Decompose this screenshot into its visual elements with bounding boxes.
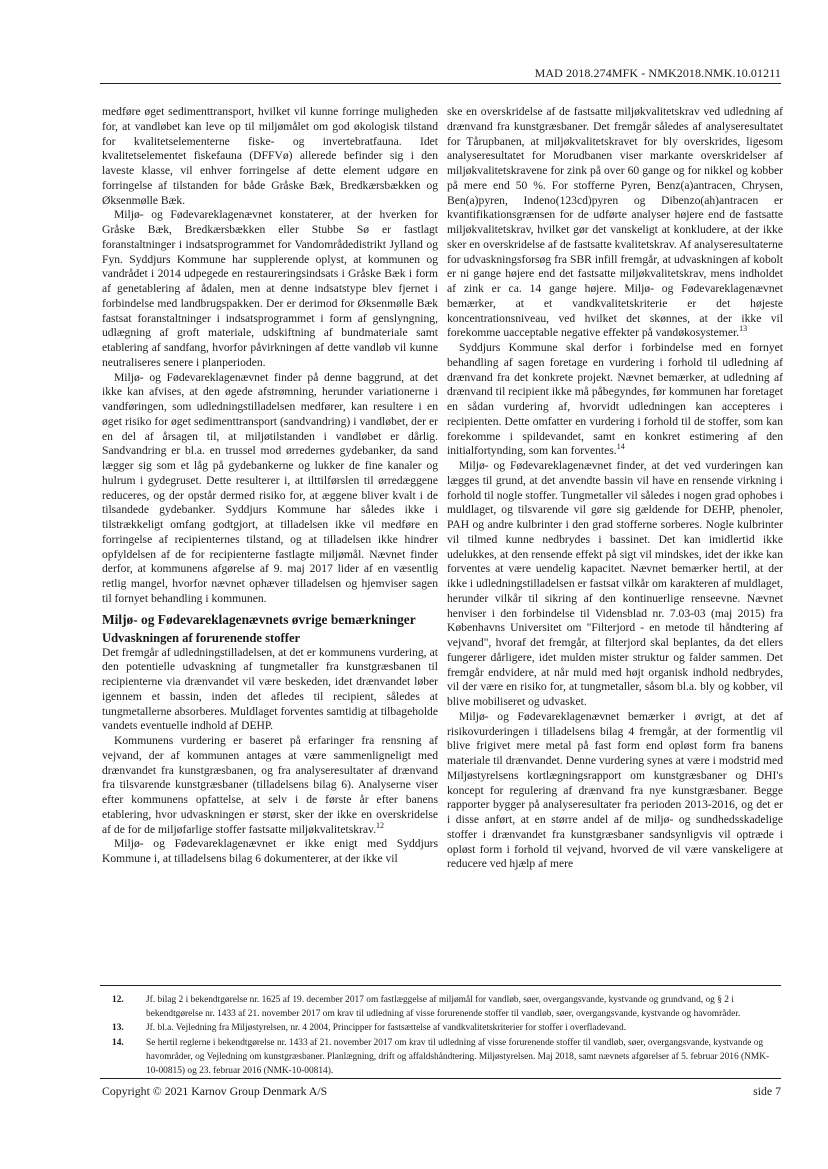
- section-heading: Miljø- og Fødevareklagenævnets øvrige bemærkninger: [102, 611, 416, 627]
- left-column: [102, 105, 438, 867]
- paragraph: medføre øget sedimenttransport, hvilket vil kunne forringe muligheden for, at vandløbet kan leve op til miljømålet om god økologisk tilstand for kvalitetselementerne fiske- og invertebratfauna. Idet kvalitetselementet fiskefauna (DFFVø) allerede befinder sig i den laveste klasse, vil enhver forringelse af dette element udgøre en forringelse af tilstanden for både Gråske Bæk, Bredkærsbækken og Øksenmølle Bæk.: [102, 105, 438, 207]
- paragraph-text: Syddjurs Kommune skal derfor i forbindelse med en fornyet behandling af sagen foretage en vurdering i forhold til udledning af drænvand fra det konkrete projekt. Nævnet bemærker, at udledning af drænvand til recipient ikke må påbegyndes, før kommunen har foretaget en sådan vurdering af, hvorvidt udledningen kan accepteres i recipienten. Dette omfatter en vurdering i forhold til de stoffer, som kan forekomme i spildevandet, samt en konkret estimering af den initialfortynding, som kan forventes.: [447, 341, 783, 458]
- page-number: side 7: [753, 1084, 781, 1098]
- footnote-ref[interactable]: 13: [739, 324, 748, 334]
- paragraph: Det fremgår af udledningstilladelsen, at det er kommunens vurdering, at den potentielle udvaskning af tungmetaller fra kunstgræsbanen til recipienterne via drænvandet vil være beskeden, idet drænvandet løber igennem et bassin, inden det afledes til recipient, således at tungmetallerne absorberes. Muldlaget forventes samtidig at tilbageholde vandets eventuelle indhold af DEHP.: [102, 645, 438, 733]
- footnote: [100, 1021, 778, 1035]
- paragraph: [447, 105, 783, 341]
- paragraph-text: Kommunens vurdering er baseret på erfaringer fra rensning af vejvand, der af kommunen antages at være sammenligneligt med drænvandet fra kunstgræsbanen, og fra analyseresultater af drænvand fra tilsvarende kunstgræsbaner (tilladelsens bilag 6). Analyserne viser efter kommunens opfattelse, at selv i de første år efter banens etablering, hvor udvaskningen er størst, sker der ikke en overskridelse af de for de miljøfarlige stoffer fastsatte miljøkvalitetskrav.: [102, 734, 438, 836]
- footnote-number: 13.: [112, 1023, 124, 1034]
- paragraph: [102, 734, 438, 837]
- footnote: [100, 993, 778, 1021]
- paragraph-text: ske en overskridelse af de fastsatte miljøkvalitetskrav ved udledning af drænvand fra kunstgræsbaner. Det fremgår således af analyseresultatet for Tårupbanen, at miljøkvalitetskravet for bly overskrides, ligesom analyseresultatet for Morudbanen viser markante overskridelser af miljøkvalitetskravene for zink på over 60 gange og for nikkel og kobber på mere end 50 %. For stofferne Pyren, Benz(a)antracen, Chrysen, Ben(a)pyren, Indeno(123cd)pyren og Dibenzo(ah)antracen er kvantifikationsgrænsen for de udførte analyser højere end de fastsatte miljøkvalitetskrav, hvilket gør det vanskeligt at konkludere, at der ikke sker en overskridelse af de fastsatte kvalitetskrav. Af analyseresultaterne for udvaskningsforsøg fra SBR infill fremgår, at udvaskningen af kobolt er ni gange højere end det fastsatte miljøkvalitetskrav, mens indholdet af zink er ca. 14 gange højere. Miljø- og Fødevareklagenævnet bemærker, at et vandkvalitetskriterie er det højeste koncentrationsniveau, ved hvilket det skønnes, at der ikke vil forekomme uacceptable negative effekter på vandøkosystemer.: [447, 105, 783, 340]
- document-id-header: MAD 2018.274MFK - NMK2018.NMK.10.01211: [534, 66, 781, 80]
- footnote-number: 14.: [112, 1037, 124, 1048]
- footnote-text: Se hertil reglerne i bekendtgørelse nr. 1433 af 21. november 2017 om krav til udledning af visse forurenende stoffer til vandløb, søer, overgangsvande, kystvande og havområder, og Vejledning om kunstgræsbaner. Planlægning, drift og affaldshåndtering. Miljøstyrelsen. Maj 2018, samt nævnets afgørelser af 5. februar 2016 (NMK-10-00815) og 23. februar 2016 (NMK-10-00814).: [146, 1037, 770, 1077]
- footnote: [100, 1036, 778, 1079]
- paragraph: Miljø- og Fødevareklagenævnet finder på denne baggrund, at det ikke kan afvises, at den øgede afstrømning, herunder variationerne i vandføringen, som udledningstilladelsen medfører, kan resultere i en øget risiko for øget sedimenttransport (sandvandring) i vandløbet, der er en del af årsagen til, at miljøtilstanden i vandløbet er dårlig. Sandvandring er bl.a. en trussel mod ørredernes gydebanker, da sand lægger sig som et låg på gydebankerne og lukker de fine kanaler og hulrum i gydegruset. Dette resulterer i, at ilttilførslen til ørredæggene reduceres, og der opstår dermed risiko for, at æggene bliver kvalt i de tilsandede gydebanker. Syddjurs Kommune har således ikke i tilstrækkeligt omfang godtgjort, at tilladelsen ikke vil medføre en forringelse af recipienternes tilstand, og at tilladelsen ikke hindrer opfyldelsen af de for recipienterne fastlagte miljømål. Nævnet finder derfor, at kommunens afgørelse af 9. maj 2017 lider af en væsentlig retlig mangel, hvorfor nævnet ophæver tilladelsen og hjemviser sagen til fornyet behandling i kommunen.: [102, 370, 438, 605]
- footnotes: [100, 993, 778, 1078]
- footnote-divider: [100, 985, 781, 986]
- paragraph: Miljø- og Fødevareklagenævnet er ikke enigt med Syddjurs Kommune i, at tilladelsens bilag 6 dokumenterer, at der ikke vil: [102, 837, 438, 865]
- footnote-ref[interactable]: 12: [375, 820, 384, 830]
- paragraph: Miljø- og Fødevareklagenævnet konstaterer, at der hverken for Gråske Bæk, Bredkærsbækken eller Stubbe Sø er fastlagt foranstaltninger i indsatsprogrammet for Vandområdedistrikt Jylland og Fyn. Syddjurs Kommune har supplerende oplyst, at kommunen og vandrådet i 2014 udpegede en restaureringsindsats i Gråske Bæk i form af genetablering af ådalen, men at denne indsatstype blev fjernet i forbindelse med landbrugspakken. Der er derimod for Øksenmølle Bæk fastsat foranstaltninger i indsatsprogrammet i form af genslyngning, udlægning af groft materiale, udskiftning af bundmateriale samt etablering af sandfang, hvorfor påvirkningen af dette vandløb vil kunne neutraliseres senere i planperioden.: [102, 208, 438, 369]
- footnote-text: Jf. bilag 2 i bekendtgørelse nr. 1625 af 19. december 2017 om fastlæggelse af miljømål for vandløb, søer, overgangsvande, kystvande og grundvand, og § 2 i bekendtgørelse nr. 1433 af 21. november 2017 om krav til udledning af visse forurenende stoffer til vandløb, søer, overgangsvande, kystvande og havområder.: [146, 995, 741, 1020]
- subsection-heading: Udvaskningen af forurenende stoffer: [102, 630, 301, 645]
- paragraph: Miljø- og Fødevareklagenævnet finder, at det ved vurderingen kan lægges til grund, at det anvendte bassin vil have en rensende virkning i forhold til nogle stoffer. Tungmetaller vil således i nogen grad ophobes i muldlaget, og tilsvarende vil gøre sig gældende for DEHP, phenoler, PAH og andre kulbrinter i den grad stofferne sorberes. Nogle kulbrinter vil tilmed kunne nedbrydes i bassinet. Det kan imidlertid ikke udelukkes, at den rensende effekt på sigt vil mindskes, idet der ikke kan forventes at være uendelig kapacitet. Nævnet bemærker hertil, at der ikke i udledningstilladelsen er fastsat vilkår om karakteren af muldlaget, herunder vilkår til sikring af den kontinuerlige renseevne. Nævnet henviser i den forbindelse til Vidensblad nr. 7.03-03 (maj 2015) fra Københavns Universitet om "Filterjord - en metode til håndtering af vejvand", hvoraf det fremgår, at filterjord skal beplantes, da det ellers fungerer dårligere, idet mulden mister struktur og falder sammen. Det fremgår endvidere, at når muld med højt organisk indhold nedbrydes, vil der være en risiko for, at tungmetaller, såsom bl.a. bly og kobber, vil blive mobiliseret og udvasket.: [447, 459, 783, 708]
- footnote-text: Jf. bl.a. Vejledning fra Miljøstyrelsen, nr. 4 2004, Principper for fastsættelse af vandkvalitetskriterier for stoffer i overfladevand.: [146, 1023, 626, 1034]
- footnote-number: 12.: [112, 995, 124, 1005]
- footer-divider: [100, 1078, 781, 1079]
- header-divider: [100, 83, 781, 84]
- paragraph: Miljø- og Fødevareklagenævnet bemærker i øvrigt, at det af risikovurderingen i tilladelsens bilag 4 fremgår, at der formentlig vil blive frigivet mere metal på fast form end opløst form fra banens materiale til drænvandet. Denne vurdering synes at være i modstrid med Miljøstyrelsens kortlægningsrapport om kunstgræsbaner og DHI's koncept for regulering af drænvand fra nye kunstgræsbaner. Begge rapporter bygger på analyseresultater fra perioden 2013-2016, og det er i disse anført, at en større andel af de miljø- og sundhedsskadelige stoffer i drænvandet fra kunstgræsbaner sandsynligvis vil optræde i opløst form i forhold til vejvand, hvorved de vil være vanskeligere at reducere ved hjælp af mere: [447, 709, 783, 871]
- copyright-notice: Copyright © 2021 Karnov Group Denmark A/S: [102, 1084, 328, 1098]
- paragraph: [447, 341, 783, 459]
- footnote-ref[interactable]: 14: [616, 442, 625, 452]
- right-column: [447, 105, 783, 872]
